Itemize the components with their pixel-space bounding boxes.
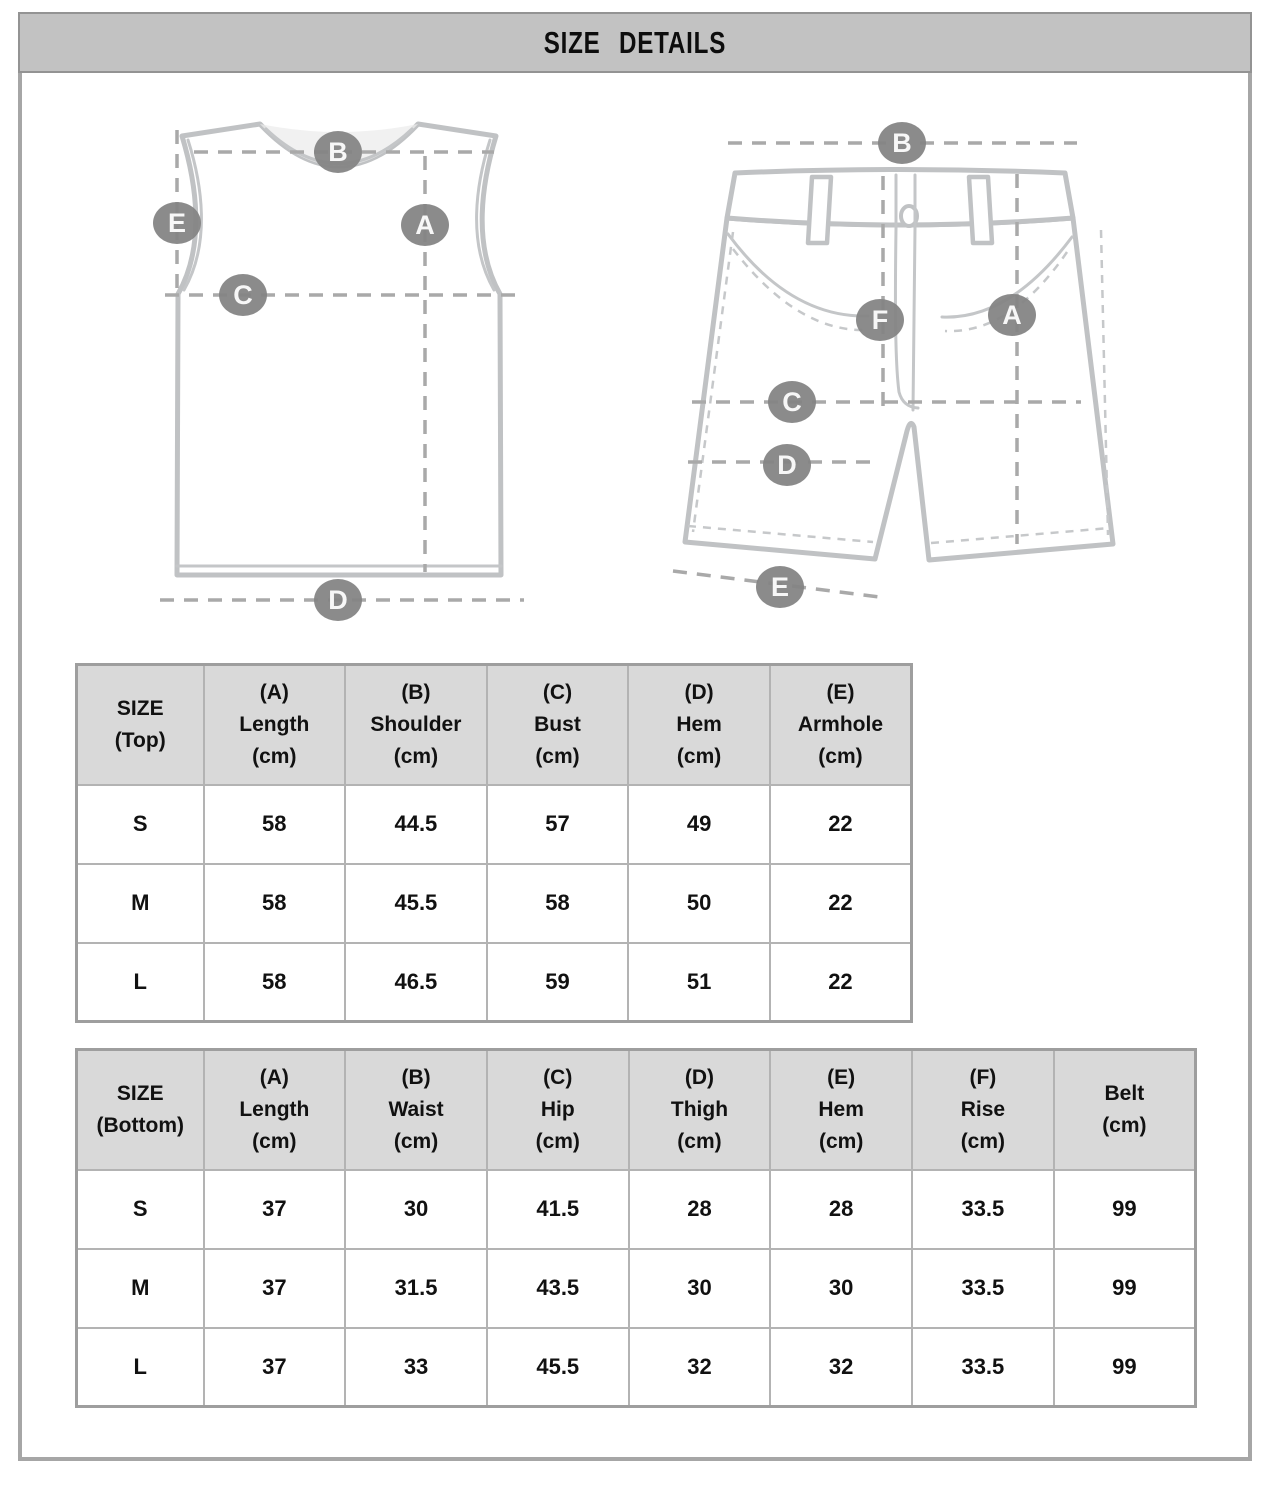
cell: 45.5 [487,1328,629,1407]
size-label: S [77,1170,204,1249]
table-row [77,1170,1196,1249]
badge-c [768,381,816,423]
cell: 22 [770,943,912,1022]
badge-b [878,122,926,164]
cell: 58 [487,864,629,943]
shorts-belt-loop-right [969,177,992,243]
badge-a [401,204,449,246]
column-header-length: (A) Length (cm) [204,665,346,785]
cell: 58 [204,864,346,943]
size-label: L [77,943,204,1022]
cell: 46.5 [345,943,487,1022]
tank-body-outline [177,124,501,575]
badge-a [988,294,1036,336]
cell: 30 [770,1249,912,1328]
cell: 99 [1054,1170,1196,1249]
column-header-bust: (C) Bust (cm) [487,665,629,785]
svg-text:E: E [167,208,187,238]
page-title: SIZE DETAILS [543,24,727,60]
badge-d [314,579,362,621]
cell: 22 [770,864,912,943]
top-garment-diagram [120,110,600,650]
column-header-hem: (E) Hem (cm) [770,1050,912,1170]
column-header-length: (A) Length (cm) [204,1050,346,1170]
column-header-hem: (D) Hem (cm) [628,665,770,785]
badge-b [314,131,362,173]
cell: 22 [770,785,912,864]
bottom-garment-diagram [640,110,1160,650]
table-row [77,1328,1196,1407]
size-column-header: SIZE (Top) [77,665,204,785]
column-header-rise: (F) Rise (cm) [912,1050,1054,1170]
cell: 33 [345,1328,487,1407]
cell: 57 [487,785,629,864]
cell: 50 [628,864,770,943]
svg-text:F: F [871,305,889,335]
cell: 37 [204,1170,346,1249]
cell: 37 [204,1249,346,1328]
cell: 33.5 [912,1328,1054,1407]
svg-text:B: B [328,137,348,167]
table-row [77,785,912,864]
cell: 49 [628,785,770,864]
title-bar [18,12,1252,73]
badge-f [856,299,904,341]
cell: 33.5 [912,1170,1054,1249]
top-size-table [75,663,913,1023]
column-header-belt: Belt (cm) [1054,1050,1196,1170]
header-row [77,665,912,785]
size-label: M [77,864,204,943]
cell: 58 [204,943,346,1022]
cell: 30 [629,1249,771,1328]
table-row [77,1249,1196,1328]
cell: 28 [770,1170,912,1249]
size-label: M [77,1249,204,1328]
cell: 58 [204,785,346,864]
cell: 33.5 [912,1249,1054,1328]
cell: 44.5 [345,785,487,864]
cell: 32 [629,1328,771,1407]
svg-text:B: B [892,128,912,158]
header-row [77,1050,1196,1170]
svg-text:A: A [1002,300,1022,330]
cell: 45.5 [345,864,487,943]
column-header-shoulder: (B) Shoulder (cm) [345,665,487,785]
cell: 51 [628,943,770,1022]
svg-text:A: A [415,210,435,240]
badge-e [153,202,201,244]
cell: 99 [1054,1328,1196,1407]
svg-text:E: E [770,572,790,602]
badge-c [219,274,267,316]
badge-d [763,444,811,486]
cell: 41.5 [487,1170,629,1249]
badge-e [756,566,804,608]
table-row [77,864,912,943]
cell: 37 [204,1328,346,1407]
cell: 28 [629,1170,771,1249]
svg-text:D: D [777,450,797,480]
cell: 59 [487,943,629,1022]
column-header-thigh: (D) Thigh (cm) [629,1050,771,1170]
cell: 99 [1054,1249,1196,1328]
shorts-belt-loop-left [808,177,831,243]
bottom-size-table [75,1048,1197,1408]
column-header-armhole: (E) Armhole (cm) [770,665,912,785]
cell: 31.5 [345,1249,487,1328]
svg-text:D: D [328,585,348,615]
column-header-waist: (B) Waist (cm) [345,1050,487,1170]
svg-text:C: C [233,280,253,310]
cell: 30 [345,1170,487,1249]
column-header-hip: (C) Hip (cm) [487,1050,629,1170]
size-label: S [77,785,204,864]
size-column-header: SIZE (Bottom) [77,1050,204,1170]
table-row [77,943,912,1022]
svg-text:C: C [782,387,802,417]
cell: 32 [770,1328,912,1407]
size-label: L [77,1328,204,1407]
cell: 43.5 [487,1249,629,1328]
